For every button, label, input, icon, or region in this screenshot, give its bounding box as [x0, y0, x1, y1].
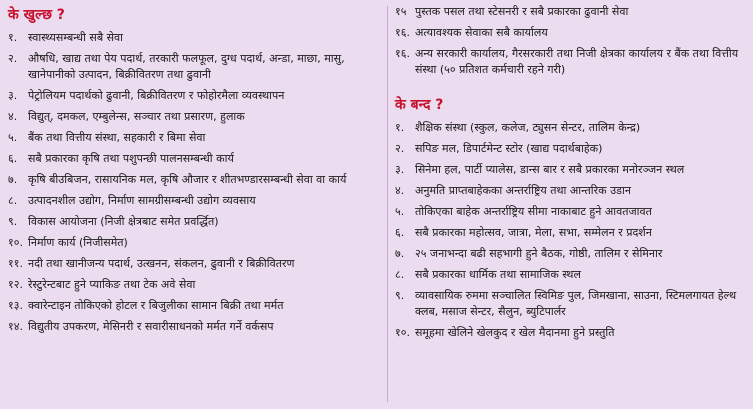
item-number: ८.	[8, 194, 18, 207]
item-text: अन्य सरकारी कार्यालय, गैरसरकारी तथा निजी क्षेत्रका कार्यालय र बैंक तथा वित्तीय संस्था (५० प्रतिशत कर्मचारी रहने गरी)	[415, 47, 739, 76]
list-item	[395, 325, 747, 341]
item-number: ६.	[395, 226, 405, 239]
item-number: ६.	[8, 152, 18, 165]
column-divider	[387, 6, 388, 402]
item-number: ११.	[8, 257, 23, 270]
list-item	[8, 109, 380, 125]
item-number: ४.	[8, 110, 18, 123]
item-text: औषधि, खाद्य तथा पेय पदार्थ, तरकारी फलफूल, दुग्ध पदार्थ, अन्डा, माछा, मासु, खानेपानीको उत्पादन, बिक्रीवितरण तथा ढुवानी	[28, 52, 345, 81]
list-item	[395, 162, 747, 178]
item-text: तोकिएका बाहेक अन्तर्राष्ट्रिय सीमा नाकाबाट हुने आवतजावत	[415, 205, 652, 218]
list-item	[395, 120, 747, 136]
item-text: निर्माण कार्य (निजीसमेत)	[28, 236, 128, 249]
item-text: सबै प्रकारका महोत्सव, जात्रा, मेला, सभा, सम्मेलन र प्रदर्शन	[415, 226, 652, 239]
item-number: १०.	[8, 236, 23, 249]
list-item	[395, 46, 747, 78]
item-number: १३.	[8, 299, 23, 312]
item-number: १.	[395, 121, 405, 134]
item-text: पेट्रोलियम पदार्थको ढुवानी, बिक्रीवितरण र फोहोरमैला व्यवस्थापन	[28, 89, 285, 102]
list-item	[395, 4, 747, 20]
item-number: ९.	[8, 215, 18, 228]
list-item	[8, 214, 380, 230]
item-number: १५	[395, 5, 407, 18]
list-item	[395, 246, 747, 262]
item-text: सबै प्रकारका धार्मिक तथा सामाजिक स्थल	[415, 268, 581, 281]
list-item	[395, 183, 747, 199]
item-text: बैंक तथा वित्तीय संस्था, सहकारी र बिमा सेवा	[28, 131, 206, 144]
item-text: व्यावसायिक रुममा सञ्चालित स्विमिङ पुल, जिमखाना, साउना, स्टिमलगायत हेल्थ क्लब, मसाज सेन्टर, सैलुन, ब्युटिपार्लर	[415, 289, 737, 318]
item-number: ३.	[395, 163, 405, 176]
item-text: सिनेमा हल, पार्टी प्यालेस, डान्स बार र सबै प्रकारका मनोरञ्जन स्थल	[415, 163, 685, 176]
list-item	[8, 88, 380, 104]
item-text: समूहमा खेलिने खेलकुद र खेल मैदानमा हुने प्रस्तुति	[415, 326, 615, 339]
list-item	[8, 151, 380, 167]
list-item	[8, 30, 380, 46]
item-number: १४.	[8, 320, 23, 333]
list-item	[8, 193, 380, 209]
list-item	[395, 141, 747, 157]
list-item	[8, 51, 380, 83]
item-number: १२.	[8, 278, 23, 291]
item-text: सपिङ मल, डिपार्टमेन्ट स्टोर (खाद्य पदार्थबाहेक)	[415, 142, 603, 155]
item-text: कृषि बीउबिजन, रासायनिक मल, कृषि औजार र शीतभण्डारसम्बन्धी सेवा वा कार्य	[28, 173, 347, 186]
item-text: पुस्तक पसल तथा स्टेसनरी र सबै प्रकारका ढुवानी सेवा	[415, 5, 629, 18]
closed-heading: के बन्द ?	[395, 97, 444, 113]
list-item	[395, 204, 747, 220]
right-column	[395, 4, 747, 346]
list-item	[8, 172, 380, 188]
item-number: १६.	[395, 47, 410, 60]
item-number: ९.	[395, 289, 405, 302]
list-item	[8, 319, 380, 335]
item-text: स्वास्थ्यसम्बन्धी सबै सेवा	[28, 31, 123, 44]
item-text: विद्युतीय उपकरण, मेसिनरी र सवारीसाधनको मर्मत गर्ने वर्कसप	[28, 320, 274, 333]
item-text: क्वारेन्टाइन तोकिएको होटल र बिजुलीका सामान बिक्री तथा मर्मत	[28, 299, 284, 312]
item-number: २.	[8, 52, 18, 65]
item-number: ४.	[395, 184, 405, 197]
item-number: २.	[395, 142, 405, 155]
item-number: ८.	[395, 268, 405, 281]
open-list-continued	[395, 4, 747, 78]
item-text: शैक्षिक संस्था (स्कुल, कलेज, ट्युसन सेन्टर, तालिम केन्द्र)	[415, 121, 641, 134]
item-text: विकास आयोजना (निजी क्षेत्रबाट समेत प्रवर्द्धित)	[28, 215, 219, 228]
item-text: रेस्टुरेन्टबाट हुने प्याकिङ तथा टेक अवे सेवा	[28, 278, 196, 291]
item-number: ३.	[8, 89, 18, 102]
closed-list	[395, 120, 747, 341]
item-number: ७.	[8, 173, 18, 186]
list-item	[395, 267, 747, 283]
list-item	[8, 235, 380, 251]
item-text: नदी तथा खानीजन्य पदार्थ, उत्खनन, संकलन, ढुवानी र बिक्रीवितरण	[28, 257, 295, 270]
item-number: १.	[8, 31, 18, 44]
list-item	[395, 288, 747, 320]
list-item	[8, 277, 380, 293]
item-number: ५.	[395, 205, 405, 218]
item-number: १०.	[395, 326, 410, 339]
item-text: विद्युत्, दमकल, एम्बुलेन्स, सञ्चार तथा प्रसारण, हुलाक	[28, 110, 245, 123]
item-text: सबै प्रकारका कृषि तथा पशुपन्छी पालनसम्बन्धी कार्य	[28, 152, 234, 165]
list-item	[8, 130, 380, 146]
item-number: १६.	[395, 26, 410, 39]
item-text: उत्पादनशील उद्योग, निर्माण सामग्रीसम्बन्धी उद्योग व्यवसाय	[28, 194, 256, 207]
list-item	[395, 225, 747, 241]
list-item	[8, 298, 380, 314]
item-text: अत्यावश्यक सेवाका सबै कार्यालय	[415, 26, 548, 39]
item-number: ५.	[8, 131, 18, 144]
list-item	[395, 25, 747, 41]
item-text: २५ जनाभन्दा बढी सहभागी हुने बैठक, गोष्ठी, तालिम र सेमिनार	[415, 247, 663, 260]
open-heading: के खुल्छ ?	[8, 7, 65, 23]
open-list	[8, 30, 380, 335]
item-text: अनुमति प्राप्तबाहेकका अन्तर्राष्ट्रिय तथा आन्तरिक उडान	[415, 184, 631, 197]
open-column	[8, 4, 380, 340]
list-item	[8, 256, 380, 272]
item-number: ७.	[395, 247, 405, 260]
